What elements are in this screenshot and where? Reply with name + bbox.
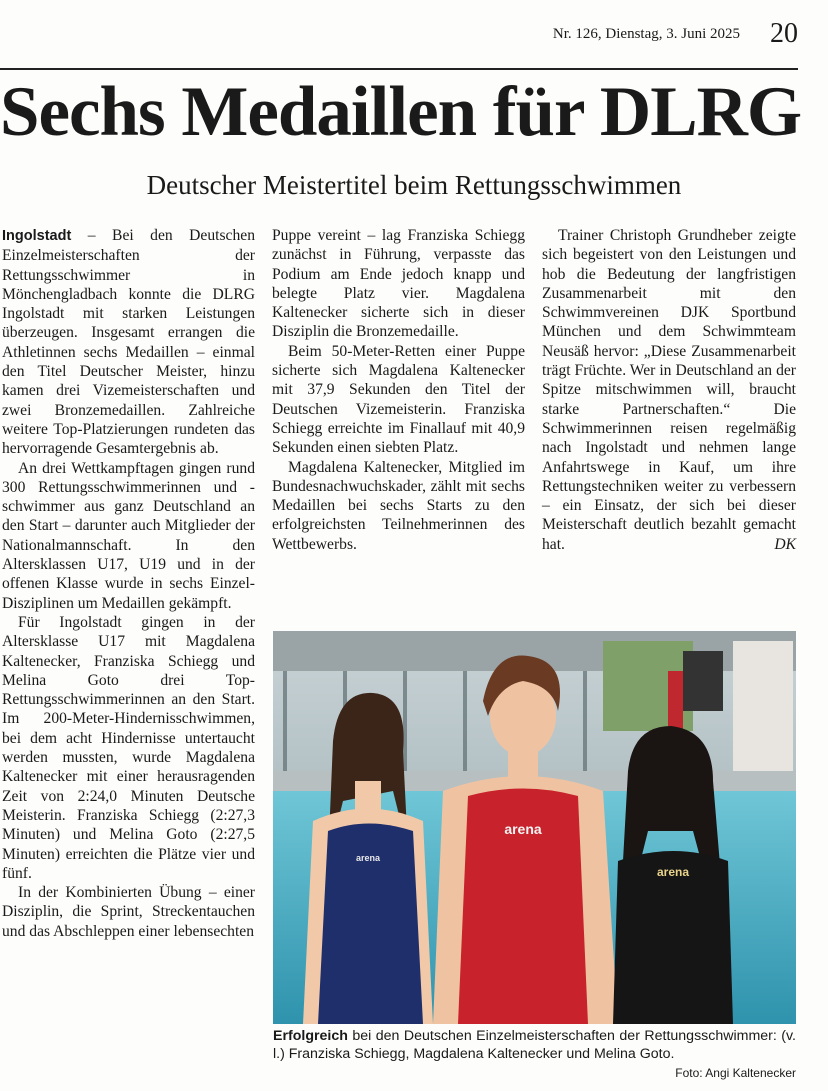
issue-date: Nr. 126, Dienstag, 3. Juni 2025 [552,26,740,42]
swimsuit-logo: arena [656,865,690,879]
caption-lead: Erfolgreich [273,1028,348,1044]
photo-credit: Foto: Angi Kaltenecker [675,1066,796,1080]
paragraph: Trainer Christoph Grundheber zeigte sich begeistert von den Leistungen und hob die Bedeutung der langfristigen Zusammenarbeit mit den Schwimmvereinen DJK Sportbund München und dem Schwimmteam Neusäß hervor: „Diese Zusammenarbeit trägt Früchte. Wer in Deutschland an der Spitze mitschwimmen will, braucht starke Partnerschaften.“ Die Schwimmerinnen reisen regelmäßig nach Ingolstadt und nehmen lange Anfahrtswege in Kauf, um ihre Rettungstechniken weiter zu verbessern – ein Einsatz, der sich bei dieser Meisterschaft deutlich bezahlt gemacht hat. DK [542,227,796,553]
article-column-2 [272,226,525,554]
page-header [0,18,828,58]
paragraph: An drei Wettkampftagen gingen rund 300 Rettungsschwimmerinnen und -schwimmer aus ganz Deutschland an den Start – darunter auch Mitglieder der Nationalmannschaft. In den Altersklassen U17, U19 und in der offenen Klasse wurde in sechs Einzel-Disziplinen um Medaillen gekämpft. [2,459,255,612]
swimsuit-logo: arena [355,853,381,863]
article-column-3 [542,226,796,554]
paragraph: Puppe vereint – lag Franziska Schiegg zunächst in Führung, verpasste das Podium am Ende jedoch knapp und belegte Platz vier. Magdalena Kaltenecker sicherte sich in dieser Disziplin die Bronzemedaille. [272,227,525,341]
article-photo [273,631,796,1024]
paragraph: Ingolstadt – Bei den Deutschen Einzelmeisterschaften der Rettungsschwimmer in Mönchengladbach konnte die DLRG Ingolstadt mit starken Leistungen überzeugen. Insgesamt errangen die Athletinnen sechs Medaillen – einmal den Titel Deutscher Meister, hinzu kamen drei Vizemeisterschaften und zwei Bronzemedaillen. Zahlreiche weitere Top-Platzierungen rundeten das hervorragende Gesamtergebnis ab. [2,227,255,458]
paragraph: Für Ingolstadt gingen in der Altersklasse U17 mit Magdalena Kaltenecker, Franziska Schiegg und Melina Goto drei Top-Rettungsschwimmerinnen an den Start. Im 200-Meter-Hindernisschwimmen, bei dem acht Hindernisse untertaucht werden mussten, wurde Magdalena Kaltenecker mit einer herausragenden Zeit von 2:24,0 Minuten Deutsche Meisterin. Franziska Schiegg (2:27,3 Minuten) und Melina Goto (2:27,5 Minuten) erreichten die Plätze vier und fünf. [2,613,255,882]
paragraph: Beim 50-Meter-Retten einer Puppe sicherte sich Magdalena Kaltenecker mit 37,9 Sekunden den Titel der Deutschen Vizemeisterin. Franziska Schiegg erreichte im Finallauf mit 40,9 Sekunden einen siebten Platz. [272,342,525,457]
page-number: 20 [770,18,798,49]
photo-illustration [273,631,796,1024]
article-column-1 [2,226,255,941]
photo-caption: Erfolgreich bei den Deutschen Einzelmeisterschaften der Rettungsschwimmer: (v. l.) Franziska Schiegg, Magdalena Kaltenecker und Melina Goto. [273,1028,796,1062]
paragraph: Magdalena Kaltenecker, Mitglied im Bundesnachwuchskader, zählt mit sechs Medaillen bei sechs Starts zu den erfolgreichsten Teilnehmerinnen des Wettbewerbs. [272,458,525,553]
swimsuit-logo: arena [504,821,542,837]
dateline: Ingolstadt [2,228,72,244]
paragraph: In der Kombinierten Übung – einer Disziplin, die Sprint, Streckentauchen und das Abschleppen einer lebensechten [2,884,255,940]
headline: Sechs Medaillen für DLRG [0,73,802,151]
author-initials: DK [774,535,796,553]
subheadline: Deutscher Meistertitel beim Rettungsschwimmen [146,170,682,200]
